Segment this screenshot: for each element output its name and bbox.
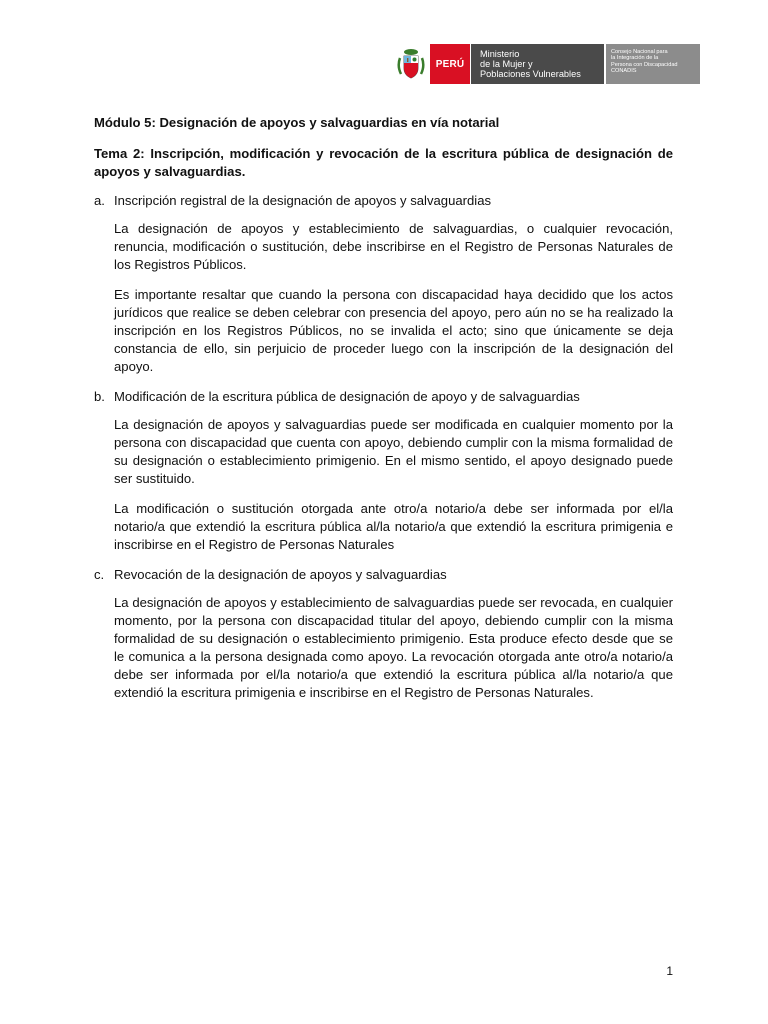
section-title: Modificación de la escritura pública de designación de apoyo y de salvaguardias [114,389,580,404]
peru-label: PERÚ [435,58,465,70]
paragraph: La designación de apoyos y establecimiento de salvaguardias, o cualquier revocación, renuncia, modificación o sustitución, debe inscribirse en el Registro de Personas Naturales de los Registros Públicos. [114,221,673,272]
ministry-name-box [470,44,604,84]
peru-brand-box [430,44,470,84]
document-body [94,114,673,714]
paragraph: Es importante resaltar que cuando la persona con discapacidad haya decidido que los actos jurídicos que realice se deben celebrar con presencia del apoyo, pero aún no se ha realizado la inscripción en los Registros Públicos, no se invalida el acto; sino que únicamente se deja constancia de ello, sin perjuicio de proceder luego con la inscripción de la designación del apoyo. [114,287,673,374]
section-letter: b. [94,389,105,404]
ministry-line: Ministerio [480,49,520,59]
conadis-line: CONADIS [611,67,637,74]
page-number: 1 [666,964,673,978]
section-b [94,388,673,554]
section-c [94,566,673,702]
section-title: Revocación de la designación de apoyos y salvaguardias [114,567,447,582]
paragraph: La designación de apoyos y salvaguardias puede ser modificada en cualquier momento por la persona con discapacidad que cuenta con apoyo, debiendo cumplir con la misma formalidad de su designación o establecimiento primigenio. En el mismo sentido, el apoyo designado puede ser sustituido. [114,417,673,486]
section-heading [94,566,673,584]
ministry-line: Poblaciones Vulnerables [480,69,581,79]
conadis-line: Consejo Nacional para [611,49,668,55]
tema-title: Tema 2: Inscripción, modificación y revocación de la escritura pública de designación de apoyos y salvaguardias. [94,146,673,179]
section-a [94,192,673,376]
conadis-line: Persona con Discapacidad [611,61,678,68]
section-heading [94,388,673,406]
conadis-name-box [604,44,700,84]
section-heading [94,192,673,210]
paragraph: La designación de apoyos y establecimiento de salvaguardias puede ser revocada, en cualquier momento, por la persona con discapacidad titular del apoyo, debiendo cumplir con la misma formalidad de su designación o establecimiento primigenio. Esta produce efecto desde que se le comunica a la persona designada como apoyo. La revocación otorgada ante otro/a notario/a debe ser informada por el/la notario/a que extendió la escritura pública al/la notario/a que extendió la escritura primigenia e inscribirse en el Registro de Personas Naturales. [114,595,673,700]
paragraph: La modificación o sustitución otorgada ante otro/a notario/a debe ser informada por el/la notario/a que extendió la escritura pública al/la notario/a que extendió la escritura primigenia e inscribirse en el Registro de Personas Naturales [114,501,673,552]
ministry-line: de la Mujer y [480,59,533,69]
header-logo [396,44,700,84]
peru-coat-of-arms-icon [396,44,426,84]
module-title: Módulo 5: Designación de apoyos y salvaguardias en vía notarial [94,115,500,130]
conadis-line: la Integración de la [611,55,659,62]
section-title: Inscripción registral de la designación de apoyos y salvaguardias [114,193,492,208]
section-letter: c. [94,567,105,582]
section-letter: a. [94,193,105,208]
